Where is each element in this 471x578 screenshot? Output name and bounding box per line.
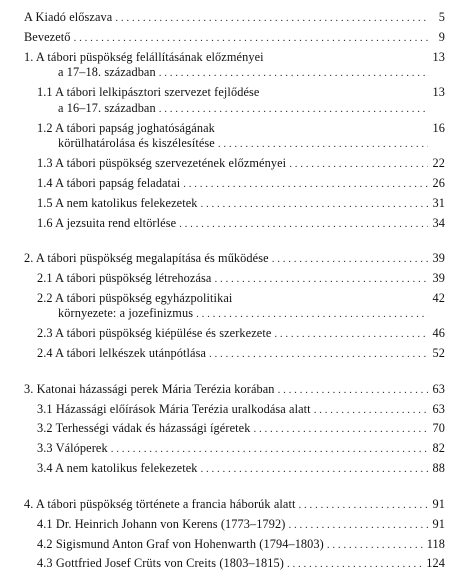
toc-entry-title: 3.1 Házassági előírások Mária Terézia uralkodása alatt bbox=[37, 401, 311, 416]
toc-entry-section-1-2 bbox=[24, 121, 445, 153]
dot-leader bbox=[299, 498, 428, 514]
toc-entry-title: 4.3 Gottfried Josef Crüts von Creits (1803–1815) bbox=[37, 556, 284, 571]
toc-page-number: 70 bbox=[432, 421, 445, 436]
toc-entry-section-4-1 bbox=[24, 517, 445, 534]
toc-page-number: 39 bbox=[432, 251, 445, 266]
dot-leader bbox=[288, 518, 428, 534]
toc-entry-title: 3.2 Terhességi vádak és házassági ígéretek bbox=[37, 421, 251, 436]
dot-leader bbox=[159, 102, 428, 118]
toc-entry-title: 1.6 A jezsuita rend eltörlése bbox=[37, 215, 177, 230]
toc-entry-section-4-2 bbox=[24, 537, 445, 554]
toc-entry-chapter-2 bbox=[24, 251, 445, 268]
toc-entry-title: 3.4 A nem katolikus felekezetek bbox=[37, 461, 198, 476]
dot-leader bbox=[215, 272, 429, 288]
toc-entry-title: 2.3 A tábori püspökség kiépülése és szerkezete bbox=[37, 326, 272, 341]
dot-leader bbox=[209, 347, 428, 363]
toc-entry-section-1-4 bbox=[24, 176, 445, 193]
dot-leader bbox=[327, 538, 424, 554]
dot-leader bbox=[287, 557, 423, 573]
toc-entry-title: 2.2 A tábori püspökség egyházpolitikai bbox=[37, 290, 233, 305]
toc-page-number: 26 bbox=[432, 175, 445, 190]
toc-entry-kiado-eloszava bbox=[24, 10, 445, 27]
toc-entry-bevezeto bbox=[24, 30, 445, 47]
toc-page-number: 13 bbox=[432, 85, 445, 100]
toc-page-number: 124 bbox=[426, 556, 445, 571]
toc-entry-chapter-1 bbox=[24, 50, 445, 82]
toc-page-number: 9 bbox=[438, 29, 445, 44]
toc-entry-title: 2.4 A tábori lelkészek utánpótlása bbox=[37, 346, 207, 361]
toc-entry-title: 3. Katonai házassági perek Mária Terézia korában bbox=[24, 381, 275, 396]
table-of-contents bbox=[24, 10, 445, 573]
toc-entry-title-continuation: körülhatárolása és kiszélesítése bbox=[58, 136, 215, 151]
dot-leader bbox=[289, 157, 428, 173]
toc-entry-title: 1.1 A tábori lelkipásztori szervezet fejlődése bbox=[37, 85, 260, 100]
dot-leader bbox=[201, 197, 428, 213]
toc-entry-section-1-6 bbox=[24, 216, 445, 233]
dot-leader bbox=[183, 177, 428, 193]
dot-leader bbox=[179, 217, 428, 233]
toc-page-number: 63 bbox=[432, 401, 445, 416]
toc-page-number: 82 bbox=[432, 441, 445, 456]
dot-leader bbox=[115, 11, 428, 27]
toc-entry-title: 4.2 Sigismund Anton Graf von Hohenwarth (1794–1803) bbox=[37, 536, 324, 551]
toc-entry-section-2-2 bbox=[24, 291, 445, 323]
dot-leader bbox=[74, 31, 428, 47]
toc-entry-title: 2. A tábori püspökség megalapítása és működése bbox=[24, 251, 269, 266]
toc-page-number: 31 bbox=[432, 195, 445, 210]
toc-page-number: 63 bbox=[432, 381, 445, 396]
dot-leader bbox=[159, 66, 428, 82]
toc-entry-section-3-3 bbox=[24, 441, 445, 458]
dot-leader bbox=[201, 462, 428, 478]
toc-page-number: 22 bbox=[432, 155, 445, 170]
toc-page-number: 91 bbox=[432, 516, 445, 531]
toc-page-number: 39 bbox=[432, 271, 445, 286]
dot-leader bbox=[274, 327, 428, 343]
toc-entry-title: 2.1 A tábori püspökség létrehozása bbox=[37, 271, 212, 286]
dot-leader bbox=[314, 403, 428, 419]
toc-entry-title: A Kiadó előszava bbox=[24, 10, 113, 24]
dot-leader bbox=[111, 442, 428, 458]
toc-page-number: 91 bbox=[432, 496, 445, 511]
toc-entry-title: Bevezető bbox=[24, 29, 71, 44]
dot-leader bbox=[218, 137, 428, 153]
toc-entry-chapter-3 bbox=[24, 382, 445, 399]
toc-entry-section-2-1 bbox=[24, 271, 445, 288]
toc-entry-title: 1. A tábori püspökség felállításának előzményei bbox=[24, 49, 264, 64]
dot-leader bbox=[272, 252, 428, 268]
toc-page-number: 42 bbox=[432, 290, 445, 305]
dot-leader bbox=[253, 422, 428, 438]
toc-entry-title-continuation: a 16–17. században bbox=[58, 100, 156, 115]
toc-entry-section-3-2 bbox=[24, 421, 445, 438]
toc-entry-title-continuation: környezete: a jozefinizmus bbox=[58, 306, 194, 321]
toc-entry-section-1-5 bbox=[24, 196, 445, 213]
toc-entry-section-1-1 bbox=[24, 85, 445, 117]
toc-page-number: 5 bbox=[438, 10, 445, 24]
toc-entry-title: 1.5 A nem katolikus felekezetek bbox=[37, 195, 198, 210]
toc-page-number: 88 bbox=[432, 461, 445, 476]
dot-leader bbox=[196, 307, 428, 323]
toc-page-number: 46 bbox=[432, 326, 445, 341]
toc-entry-section-2-4 bbox=[24, 346, 445, 363]
toc-entry-section-4-3 bbox=[24, 556, 445, 573]
toc-entry-title: 4.1 Dr. Heinrich Johann von Kerens (1773–1792) bbox=[37, 516, 286, 531]
dot-leader bbox=[278, 383, 428, 399]
toc-entry-title: 1.2 A tábori papság joghatóságának bbox=[37, 120, 215, 135]
toc-entry-section-2-3 bbox=[24, 326, 445, 343]
toc-entry-section-1-3 bbox=[24, 156, 445, 173]
toc-entry-chapter-4 bbox=[24, 497, 445, 514]
toc-entry-section-3-4 bbox=[24, 461, 445, 478]
toc-entry-title: 1.4 A tábori papság feladatai bbox=[37, 175, 181, 190]
toc-page-number: 118 bbox=[426, 536, 445, 551]
toc-page-number: 16 bbox=[432, 120, 445, 135]
toc-page-number: 52 bbox=[432, 346, 445, 361]
toc-entry-title: 4. A tábori püspökség története a francia háborúk alatt bbox=[24, 496, 296, 511]
toc-entry-title: 3.3 Válóperek bbox=[37, 441, 108, 456]
toc-entry-title-continuation: a 17–18. században bbox=[58, 65, 156, 80]
toc-entry-title: 1.3 A tábori püspökség szervezetének előzményei bbox=[37, 155, 287, 170]
toc-entry-section-3-1 bbox=[24, 402, 445, 419]
toc-page-number: 13 bbox=[432, 49, 445, 64]
toc-page-number: 34 bbox=[432, 215, 445, 230]
